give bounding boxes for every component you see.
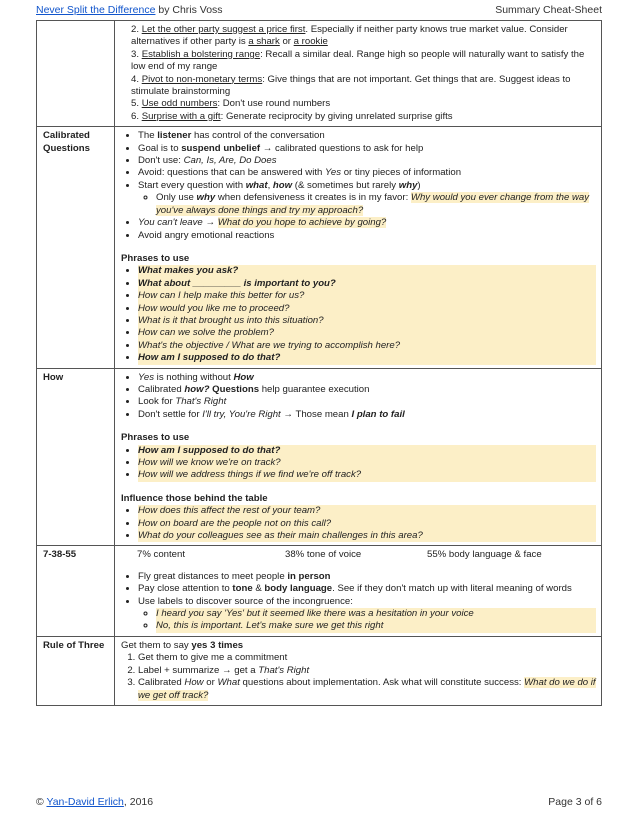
list-item: • Don't settle for I'll try, You're Right → Those mean I plan to fail	[138, 409, 596, 421]
list-item: • The listener has control of the conversation	[138, 130, 596, 142]
list-item: • Look for That's Right	[138, 396, 596, 408]
influence-list	[121, 505, 596, 542]
page-header	[36, 4, 602, 16]
list-item: • How can I help make this better for us?	[138, 290, 596, 302]
list-item: 1. Get them to give me a commitment	[138, 652, 596, 664]
list-item: • Goal is to suspend unbelief → calibrated questions to ask for help	[138, 143, 596, 155]
table-row	[37, 636, 602, 705]
rule7-list	[121, 571, 596, 633]
sub-list	[138, 608, 596, 633]
copyright-text: ©	[36, 796, 47, 808]
tone-ratio: 38% tone of voice	[285, 549, 362, 561]
rule3-list	[121, 652, 596, 702]
row-label: Rule of Three	[37, 636, 115, 705]
page-number: Page 3 of 6	[548, 796, 602, 808]
row-content	[115, 127, 602, 368]
section-heading: Phrases to use	[121, 432, 190, 444]
row-label: 7-38-55	[37, 546, 115, 636]
list-item: 6. Surprise with a gift: Generate reciprocity by giving unrelated surprise gifts	[131, 110, 453, 122]
list-item: • How am I supposed to do that?	[138, 352, 596, 364]
year-text: , 2016	[123, 796, 154, 808]
list-item: • How would you like me to proceed?	[138, 303, 596, 315]
how-list	[121, 372, 596, 422]
table-row	[37, 127, 602, 368]
calibrated-list	[121, 130, 596, 242]
list-item: • What about _________ is important to you?	[138, 278, 596, 290]
list-item: • What is it that brought us into this situation?	[138, 315, 596, 327]
body-ratio: 55% body language & face	[427, 549, 542, 561]
list-item: 4. Pivot to non-monetary terms: Give things that are not important. Get things that are. Suggest ideas to stimulate brainstorming	[131, 73, 571, 98]
list-item: • You can't leave → What do you hope to achieve by going?	[138, 217, 596, 229]
sub-list	[138, 192, 596, 217]
table-row	[37, 546, 602, 636]
row-label: How	[37, 368, 115, 546]
list-item: ◦ No, this is important. Let's make sure we get this right	[156, 620, 596, 632]
list-item: • How can we solve the problem?	[138, 327, 596, 339]
list-item: ◦ I heard you say 'Yes' but it seemed like there was a hesitation in your voice	[156, 608, 596, 620]
list-item: • Start every question with what, how (& sometimes but rarely why) ◦ Only use why when defensiveness it creates is in my favor: Why would you ever change from the way you've always done things and try my approach?	[138, 180, 596, 217]
list-item: • Avoid: questions that can be answered with Yes or tiny pieces of information	[138, 167, 596, 179]
list-item: • What's the objective / What are we trying to accomplish here?	[138, 340, 596, 352]
phrases-list	[121, 445, 596, 482]
list-item: • How will we know we're on track?	[138, 457, 596, 469]
list-item: • How will we address things if we find we're off track?	[138, 469, 596, 481]
list-item: 3. Establish a bolstering range: Recall a similar deal. Range high so people will naturally want to satisfy the low end of my range	[131, 48, 585, 73]
list-item: • Pay close attention to tone & body language. See if they don't match up with literal meaning of words	[138, 583, 596, 595]
row-label-empty	[37, 21, 115, 127]
rule3-intro: Get them to say yes 3 times	[121, 639, 244, 651]
list-item: 2. Let the other party suggest a price first. Especially if neither party knows true market value. Consider alternatives if other party is a shark or a rookie	[131, 24, 568, 48]
list-item: • Calibrated how? Questions help guarantee execution	[138, 384, 596, 396]
list-item: • Don't use: Can, Is, Are, Do Does	[138, 155, 596, 167]
row-content	[115, 546, 602, 636]
price-tactics-list	[121, 24, 596, 123]
phrases-list	[121, 265, 596, 364]
list-item: • What do your colleagues see as their main challenges in this area?	[138, 530, 596, 542]
row-content	[115, 21, 602, 127]
doc-type: Summary Cheat-Sheet	[495, 4, 602, 16]
table-row	[37, 21, 602, 127]
list-item: ◦ Only use why when defensiveness it creates is in my favor: Why would you ever change from the way you've always done things and try my approach?	[156, 192, 596, 217]
book-title-link[interactable]: Never Split the Difference	[36, 4, 156, 16]
content-ratio: 7% content	[137, 549, 186, 561]
section-heading: Phrases to use	[121, 252, 190, 264]
row-content	[115, 636, 602, 705]
section-heading: Influence those behind the table	[121, 492, 268, 504]
row-label: Calibrated Questions	[37, 127, 115, 368]
list-item: • Use labels to discover source of the incongruence: ◦ I heard you say 'Yes' but it seemed like there was a hesitation in your voice ◦ No, this is important. Let's make sure we get this right	[138, 596, 596, 633]
cheat-sheet-table	[36, 20, 602, 706]
ratio-line	[121, 549, 596, 561]
list-item: 5. Use odd numbers: Don't use round numbers	[131, 98, 331, 110]
row-content	[115, 368, 602, 546]
list-item: • Yes is nothing without How	[138, 372, 596, 384]
author-link[interactable]: Yan-David Erlich	[46, 796, 124, 808]
list-item: • How on board are the people not on this call?	[138, 518, 596, 530]
list-item: 2. Label + summarize → get a That's Right	[138, 665, 596, 677]
list-item: • Avoid angry emotional reactions	[138, 230, 596, 242]
table-row	[37, 368, 602, 546]
list-item: • How does this affect the rest of your team?	[138, 505, 596, 517]
list-item: 3. Calibrated How or What questions about implementation. Ask what will constitute success: What do we do if we get off track?	[138, 677, 596, 702]
list-item: • How am I supposed to do that?	[138, 445, 596, 457]
list-item: • What makes you ask?	[138, 265, 596, 277]
author-text: by Chris Voss	[155, 4, 223, 16]
page-footer	[36, 796, 602, 808]
list-item: • Fly great distances to meet people in person	[138, 571, 596, 583]
